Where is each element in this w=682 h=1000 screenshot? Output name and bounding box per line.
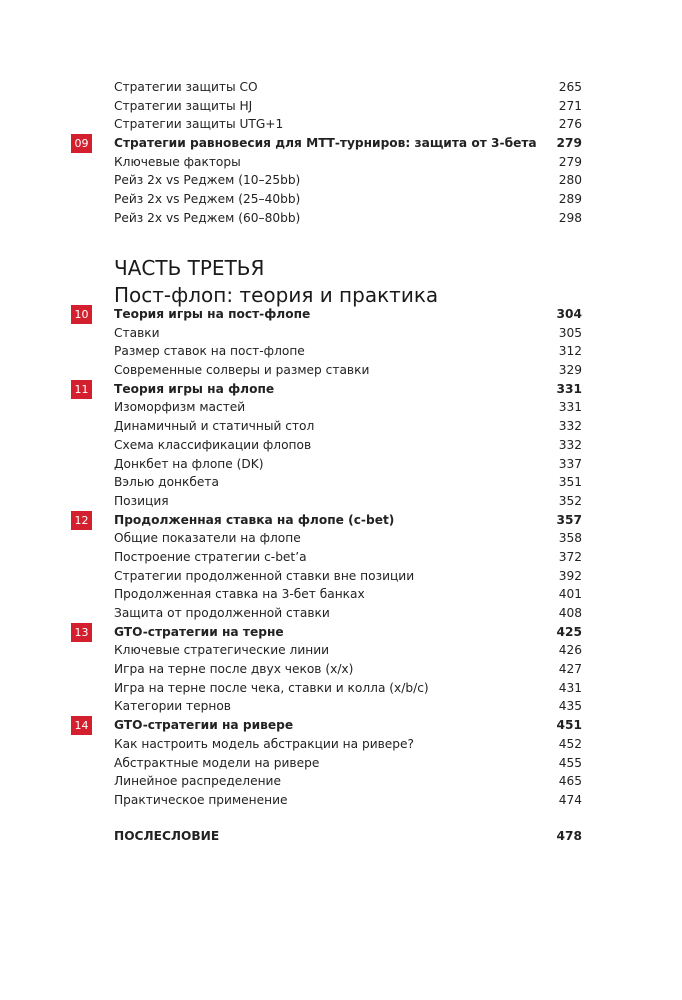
toc-entry[interactable]	[114, 697, 582, 716]
afterword-page: 478	[556, 829, 582, 843]
toc-entry-page: 357	[556, 512, 582, 527]
toc-entry-page: 331	[558, 400, 582, 415]
toc-entry[interactable]	[114, 398, 582, 417]
chapter-number-badge: 12	[71, 511, 92, 530]
toc-chapter-entry[interactable]	[74, 623, 582, 642]
toc-entry[interactable]	[114, 455, 582, 474]
toc-entry-title: Рейз 2x vs Реджем (25–40bb)	[114, 192, 301, 207]
toc-entry-page: 276	[558, 117, 582, 132]
toc-entry[interactable]	[114, 97, 582, 116]
toc-entry-title: Ключевые стратегические линии	[114, 643, 330, 658]
toc-entry-page: 305	[558, 325, 582, 340]
chapter-number-badge: 11	[71, 380, 92, 399]
toc-entry[interactable]	[114, 473, 582, 492]
toc-entry[interactable]	[114, 735, 582, 754]
toc-entry[interactable]	[114, 791, 582, 810]
toc-entry-title: Защита от продолженной ставки	[114, 606, 330, 620]
toc-entry-page: 329	[558, 363, 582, 378]
toc-chapter-title: Теория игры на пост-флопе	[114, 307, 311, 321]
part-title: Пост-флоп: теория и практика	[114, 283, 439, 307]
toc-entry-page: 271	[558, 98, 582, 113]
toc-entry-page: 304	[556, 307, 582, 321]
toc-entry[interactable]	[114, 115, 582, 134]
part-heading	[114, 255, 438, 309]
toc-entry[interactable]	[114, 604, 582, 623]
toc-chapter-entry[interactable]	[74, 134, 582, 153]
toc-chapter-title: Стратегии равновесия для МТТ-турниров: защита от 3-бета	[114, 136, 537, 151]
toc-entry-page: 431	[558, 680, 582, 695]
afterword-title: ПОСЛЕСЛОВИЕ	[114, 829, 220, 843]
toc-entry-page: 289	[558, 192, 582, 207]
toc-entry[interactable]	[114, 754, 582, 773]
toc-entry[interactable]	[114, 171, 582, 190]
toc-entry-title: Ставки	[114, 325, 160, 340]
toc-entry[interactable]	[114, 78, 582, 97]
toc-entry-title: Изоморфизм мастей	[114, 400, 246, 415]
toc-section-b	[74, 305, 582, 810]
toc-section-a	[74, 78, 582, 228]
toc-entry-title: Игра на терне после чека, ставки и колла (x/b/c)	[114, 680, 429, 695]
toc-chapter-entry[interactable]	[74, 716, 582, 735]
toc-entry-page: 426	[558, 643, 582, 658]
chapter-number-badge: 14	[71, 716, 92, 735]
toc-entry[interactable]	[114, 529, 582, 548]
toc-entry-title: Рейз 2x vs Реджем (10–25bb)	[114, 173, 301, 188]
toc-chapter-title: GTO-стратегии на ривере	[114, 718, 294, 733]
toc-entry-title: Ключевые факторы	[114, 154, 241, 169]
toc-entry[interactable]	[114, 190, 582, 209]
toc-entry-title: Динамичный и статичный стол	[114, 419, 315, 434]
toc-entry-title: Современные солверы и размер ставки	[114, 363, 370, 378]
toc-entry-title: Абстрактные модели на ривере	[114, 755, 320, 770]
part-label: ЧАСТЬ ТРЕТЬЯ	[114, 256, 265, 280]
toc-entry-page: 427	[558, 662, 582, 677]
toc-entry-title: Общие показатели на флопе	[114, 531, 301, 546]
toc-entry-title: Линейное распределение	[114, 774, 281, 789]
chapter-number-badge: 09	[71, 134, 92, 153]
toc-entry-page: 351	[558, 475, 582, 490]
toc-entry-title: Стратегии защиты UTG+1	[114, 117, 284, 132]
toc-entry-page: 452	[558, 736, 582, 751]
toc-entry-page: 451	[556, 718, 582, 733]
toc-chapter-entry[interactable]	[74, 380, 582, 399]
toc-entry[interactable]	[114, 492, 582, 511]
chapter-number-badge: 10	[71, 305, 92, 324]
toc-entry-title: Стратегии защиты CO	[114, 80, 258, 94]
toc-entry-title: Стратегии продолженной ставки вне позиции	[114, 568, 415, 583]
toc-entry-title: Рейз 2x vs Реджем (60–80bb)	[114, 210, 301, 225]
toc-entry-page: 465	[558, 774, 582, 789]
toc-entry-title: Практическое применение	[114, 792, 288, 807]
toc-entry-title: Игра на терне после двух чеков (x/x)	[114, 662, 354, 677]
toc-entry-title: Категории тернов	[114, 699, 231, 714]
toc-entry[interactable]	[114, 548, 582, 567]
toc-chapter-title: GTO-стратегии на терне	[114, 624, 284, 639]
toc-entry-page: 337	[558, 456, 582, 471]
toc-entry[interactable]	[114, 772, 582, 791]
toc-entry-page: 280	[558, 173, 582, 188]
toc-entry[interactable]	[114, 660, 582, 679]
toc-entry[interactable]	[114, 342, 582, 361]
toc-entry[interactable]	[114, 567, 582, 586]
toc-entry-title: Построение стратегии c-bet’а	[114, 549, 307, 564]
toc-entry[interactable]	[114, 209, 582, 228]
toc-entry-page: 279	[558, 154, 582, 169]
toc-afterword-entry[interactable]	[114, 827, 582, 846]
toc-chapter-title: Теория игры на флопе	[114, 381, 275, 396]
toc-entry[interactable]	[114, 417, 582, 436]
toc-entry-page: 455	[558, 755, 582, 770]
toc-entry-page: 435	[558, 699, 582, 714]
toc-entry-page: 474	[558, 792, 582, 807]
toc-entry-title: Вэлью донкбета	[114, 475, 219, 490]
toc-entry-page: 425	[556, 624, 582, 639]
toc-afterword	[114, 827, 582, 846]
toc-entry[interactable]	[114, 153, 582, 172]
toc-entry-page: 312	[558, 344, 582, 359]
toc-entry[interactable]	[114, 585, 582, 604]
toc-entry[interactable]	[114, 436, 582, 455]
toc-entry-page: 358	[558, 531, 582, 546]
toc-entry[interactable]	[114, 641, 582, 660]
toc-entry-page: 352	[558, 493, 582, 508]
toc-entry-page: 331	[556, 381, 582, 396]
toc-entry[interactable]	[114, 324, 582, 343]
toc-chapter-title: Продолженная ставка на флопе (c-bet)	[114, 512, 395, 527]
toc-entry-title: Продолженная ставка на 3-бет банках	[114, 587, 365, 602]
toc-entry-page: 332	[558, 437, 582, 452]
toc-entry[interactable]	[114, 679, 582, 698]
toc-entry[interactable]	[114, 361, 582, 380]
toc-entry-title: Как настроить модель абстракции на ривере?	[114, 736, 414, 751]
toc-entry-page: 298	[558, 210, 582, 225]
toc-chapter-entry[interactable]	[74, 305, 582, 324]
toc-entry-page: 392	[558, 568, 582, 583]
toc-entry-title: Размер ставок на пост-флопе	[114, 344, 305, 359]
chapter-number-badge: 13	[71, 623, 92, 642]
toc-entry-page: 408	[558, 606, 582, 620]
toc-entry-page: 372	[558, 549, 582, 564]
toc-entry-page: 401	[558, 587, 582, 602]
toc-entry-page: 265	[558, 80, 582, 94]
toc-entry-title: Схема классификации флопов	[114, 437, 312, 452]
toc-entry-page: 332	[558, 419, 582, 434]
toc-entry-page: 279	[556, 136, 582, 151]
toc-entry-title: Стратегии защиты HJ	[114, 98, 253, 113]
toc-entry-title: Донкбет на флопе (DK)	[114, 456, 264, 471]
toc-chapter-entry[interactable]	[74, 511, 582, 530]
toc-entry-title: Позиция	[114, 493, 169, 508]
